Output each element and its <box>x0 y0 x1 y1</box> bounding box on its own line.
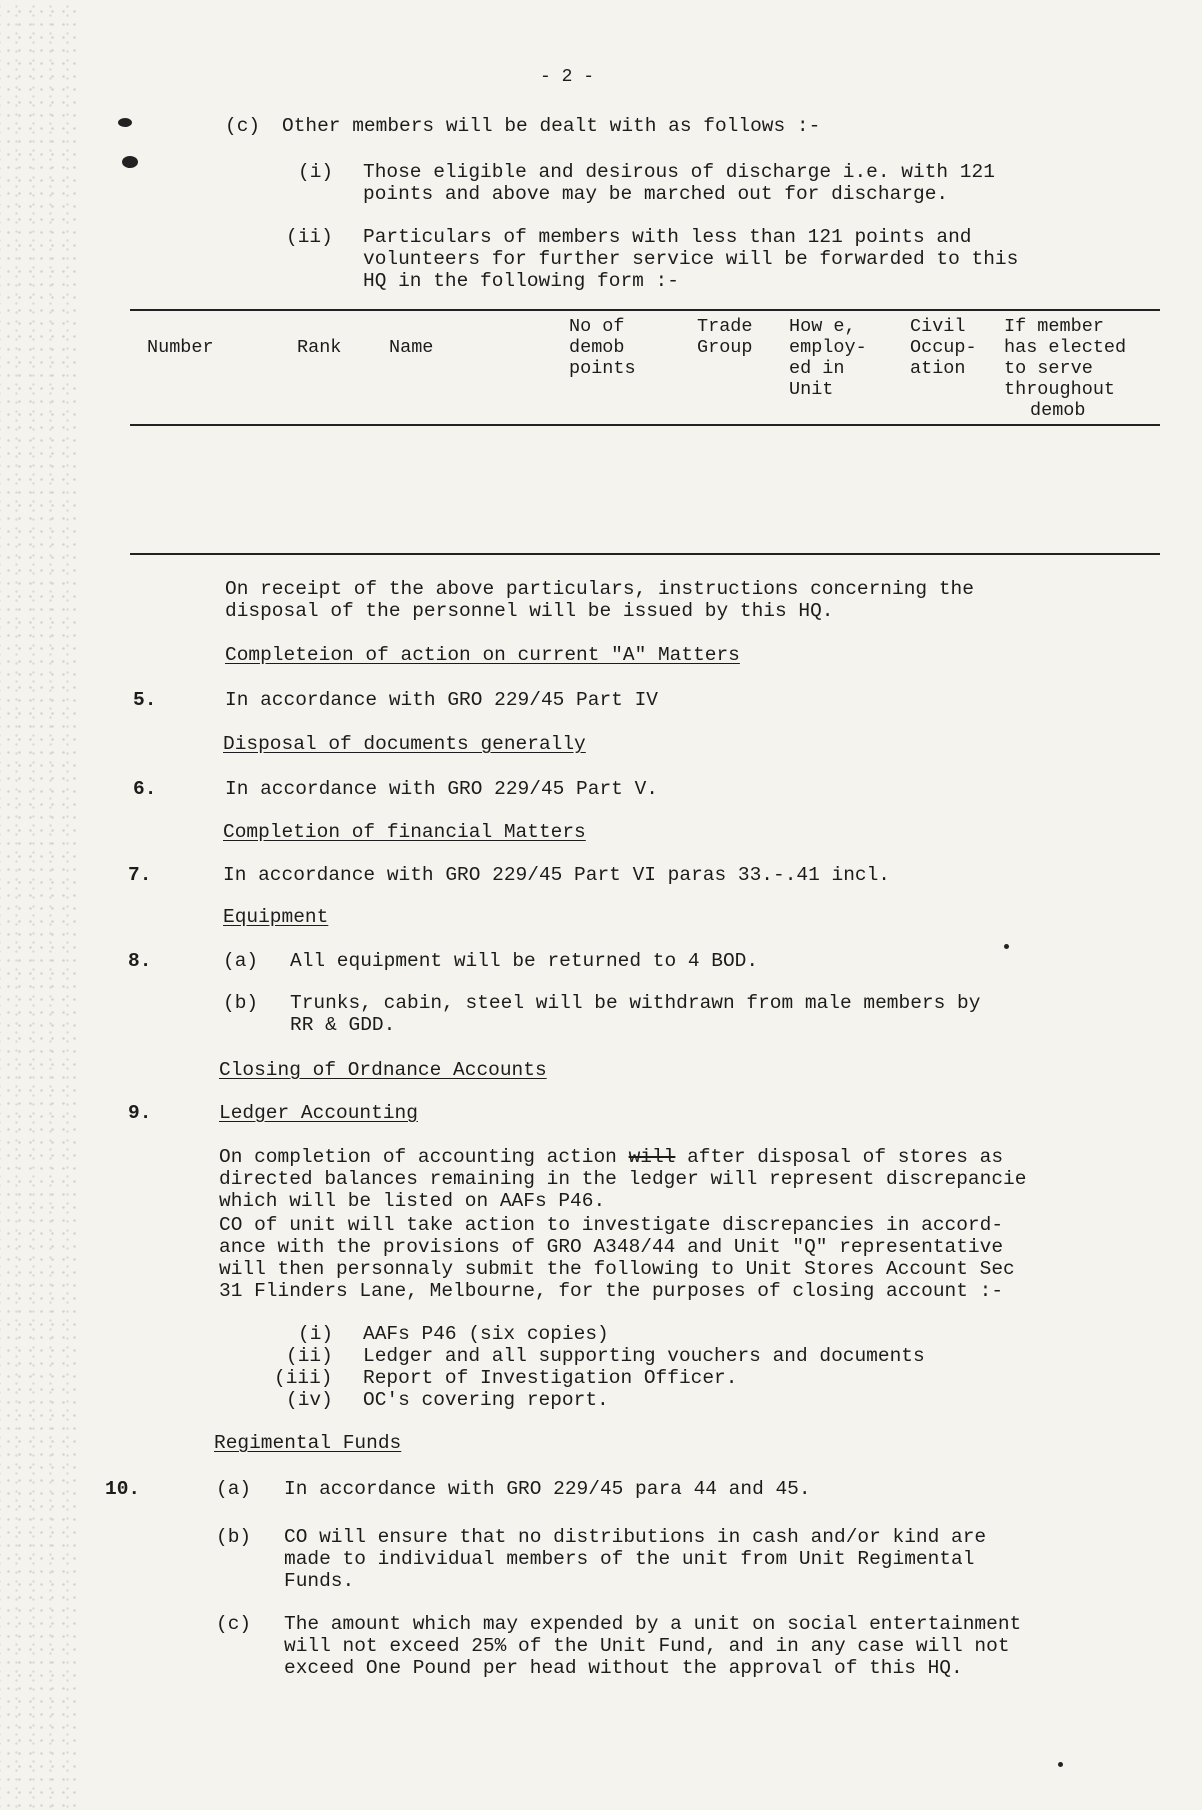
section-heading: Disposal of documents generally <box>223 733 586 755</box>
item-text: The amount which may expended by a unit on social entertainment <box>284 1613 1022 1635</box>
item-text: In accordance with GRO 229/45 para 44 and 45. <box>284 1478 811 1500</box>
item-ii-line: HQ in the following form :- <box>363 270 679 292</box>
item-text: will not exceed 25% of the Unit Fund, and in any case will not <box>284 1635 1010 1657</box>
table-header-rule <box>130 424 1160 426</box>
col-civil-line: Occup- <box>910 337 977 358</box>
item-ii-label: (ii) <box>286 226 333 248</box>
page-number: - 2 - <box>540 67 595 87</box>
col-rank: Rank <box>297 337 342 358</box>
paragraph-line <box>219 1146 1003 1169</box>
item-i-label: (i) <box>298 161 334 183</box>
section-text: In accordance with GRO 229/45 Part VI paras 33.-.41 incl. <box>223 864 891 886</box>
page-number-value: 2 <box>561 67 573 87</box>
section-text: In accordance with GRO 229/45 Part V. <box>225 778 658 800</box>
item-i-line: Those eligible and desirous of discharge i.e. with 121 <box>363 161 995 183</box>
col-civil-line: ation <box>910 358 966 379</box>
col-how-line: ed in <box>789 358 845 379</box>
paragraph-line: will then personnaly submit the following to Unit Stores Account Sec <box>219 1258 1015 1280</box>
col-civil-line: Civil <box>910 316 966 337</box>
paragraph-line: directed balances remaining in the ledger will represent discrepancie <box>219 1168 1027 1190</box>
item-c-text: Other members will be dealt with as follows :- <box>282 115 821 137</box>
section-number: 10. <box>105 1478 141 1500</box>
item-text: exceed One Pound per head without the approval of this HQ. <box>284 1657 963 1679</box>
item-c-label: (c) <box>225 115 261 137</box>
col-trade-line: Trade <box>697 316 753 337</box>
item-i-line: points and above may be marched out for discharge. <box>363 183 949 205</box>
paragraph-line: 31 Flinders Lane, Melbourne, for the purposes of closing account :- <box>219 1280 1004 1302</box>
col-demob-line: points <box>569 358 636 379</box>
col-member-line: If member <box>1004 316 1104 337</box>
section-number: 8. <box>128 950 152 972</box>
section-text: In accordance with GRO 229/45 Part IV <box>225 689 658 711</box>
col-demob-line: demob <box>569 337 625 358</box>
table-top-rule <box>130 309 1160 311</box>
struck-word: will <box>628 1146 676 1168</box>
item-label: (c) <box>216 1613 252 1635</box>
col-member-line: demob <box>1030 400 1086 421</box>
paragraph-line: On receipt of the above particulars, instructions concerning the <box>225 578 974 600</box>
section-number: 6. <box>133 778 157 800</box>
list-item-label: (ii) <box>286 1345 333 1367</box>
list-item-label: (iv) <box>286 1389 333 1411</box>
item-text: CO will ensure that no distributions in cash and/or kind are <box>284 1526 987 1548</box>
section-heading: Equipment <box>223 906 329 928</box>
item-label: (a) <box>223 950 259 972</box>
paragraph-fragment: On completion of accounting action <box>219 1146 629 1168</box>
item-text: made to individual members of the unit from Unit Regimental <box>284 1548 975 1570</box>
col-how-line: employ- <box>789 337 867 358</box>
section-number: 5. <box>133 689 157 711</box>
col-how-line: How e, <box>789 316 856 337</box>
col-how-line: Unit <box>789 379 834 400</box>
section-heading: Closing of Ordnance Accounts <box>219 1059 547 1081</box>
list-item-text: AAFs P46 (six copies) <box>363 1323 609 1345</box>
margin-mark <box>122 156 138 168</box>
section-heading: Regimental Funds <box>214 1432 402 1454</box>
col-trade-line: Group <box>697 337 753 358</box>
list-item-text: OC's covering report. <box>363 1389 609 1411</box>
col-name: Name <box>389 337 434 358</box>
section-heading: Completeion of action on current "A" Matters <box>225 644 740 666</box>
item-text: All equipment will be returned to 4 BOD. <box>290 950 759 972</box>
col-member-line: has elected <box>1004 337 1127 358</box>
paragraph-line: CO of unit will take action to investigate discrepancies in accord- <box>219 1214 1004 1236</box>
list-item-text: Report of Investigation Officer. <box>363 1367 738 1389</box>
scan-dot <box>1004 944 1009 949</box>
col-member-line: to serve <box>1004 358 1093 379</box>
col-demob-line: No of <box>569 316 625 337</box>
paragraph-line: ance with the provisions of GRO A348/44 and Unit "Q" representative <box>219 1236 1004 1258</box>
item-text: Funds. <box>284 1570 355 1592</box>
table-bottom-rule <box>130 553 1160 555</box>
paragraph-line: which will be listed on AAFs P46. <box>219 1190 606 1212</box>
margin-mark <box>118 118 132 127</box>
item-label: (b) <box>216 1526 252 1548</box>
col-member-line: throughout <box>1004 379 1116 400</box>
section-number: 7. <box>128 864 152 886</box>
item-ii-line: Particulars of members with less than 121 points and <box>363 226 972 248</box>
list-item-label: (i) <box>298 1323 334 1345</box>
list-item-text: Ledger and all supporting vouchers and documents <box>363 1345 925 1367</box>
col-number: Number <box>147 337 214 358</box>
item-label: (b) <box>223 992 259 1014</box>
section-number: 9. <box>128 1102 152 1124</box>
scan-margin-noise <box>0 0 80 1810</box>
item-text: RR & GDD. <box>290 1014 396 1036</box>
item-label: (a) <box>216 1478 252 1500</box>
paragraph-fragment: after disposal of stores as <box>675 1146 1004 1168</box>
item-text: Trunks, cabin, steel will be withdrawn from male members by <box>290 992 981 1014</box>
list-item-label: (iii) <box>274 1367 333 1389</box>
scan-dot <box>1058 1762 1063 1767</box>
section-subheading: Ledger Accounting <box>219 1102 418 1124</box>
paragraph-line: disposal of the personnel will be issued by this HQ. <box>225 600 834 622</box>
item-ii-line: volunteers for further service will be forwarded to this <box>363 248 1019 270</box>
section-heading: Completion of financial Matters <box>223 821 586 843</box>
